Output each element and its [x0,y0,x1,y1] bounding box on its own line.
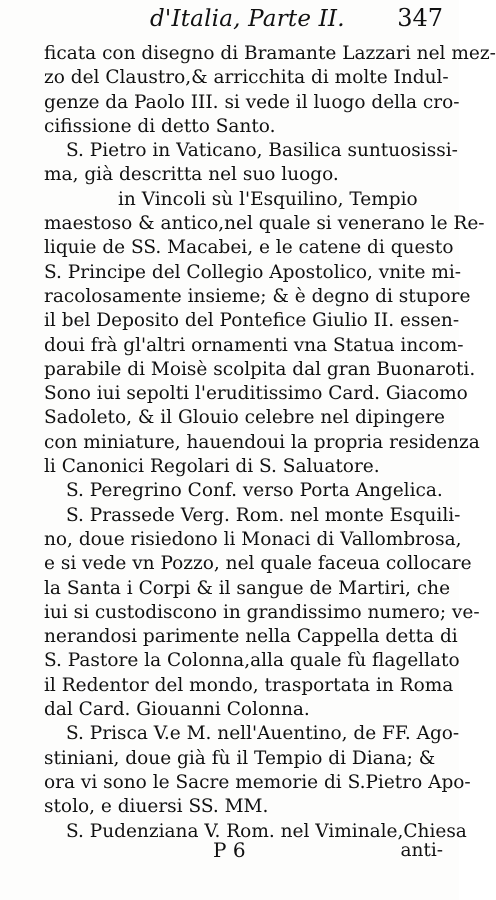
text-line: la Santa i Corpi & il sangue de Martiri, che [44,577,451,599]
running-head: d'Italia, Parte II. [150,6,345,32]
text-line: S. Pastore la Colonna,alla quale fù flagellato [44,650,460,672]
text-line: no, doue risiedono li Monaci di Vallombrosa, [44,528,462,550]
text-line: ficata con disegno di Bramante Lazzari nel mez- [44,43,496,64]
text-line: liquie de SS. Macabei, e le catene di questo [44,237,454,259]
text-line: il Redentor del mondo, trasportata in Roma [44,674,454,696]
text-line: S. Pudenziana V. Rom. nel Viminale,Chiesa [66,820,467,842]
text-line: racolosamente insieme; & è degno di stupore [44,285,471,307]
text-line: ma, già descritta nel suo luogo. [44,164,339,186]
text-line: genze da Paolo III. si vede il luogo della cro- [44,91,460,113]
text-line: stiniani, doue già fù il Tempio di Diana; & [44,747,436,769]
text-line: S. Prisca V.e M. nell'Auentino, de FF. Ago- [66,723,460,745]
text-line: parabile di Moisè scolpita dal gran Buonaroti. [44,358,476,380]
text-line: stolo, e diuersi SS. MM. [44,796,269,818]
text-line: S. Pietro in Vaticano, Basilica suntuosissi- [66,140,458,162]
text-line: maestoso & antico,nel quale si venerano le Re- [44,213,485,235]
catchword: anti- [400,840,443,861]
signature-mark: P 6 [213,838,246,862]
text-line: in Vincoli sù l'Esquilino, Tempio [118,188,418,210]
text-line: S. Peregrino Conf. verso Porta Angelica. [66,480,443,502]
text-line: cifissione di detto Santo. [44,115,276,137]
text-line: dal Card. Giouanni Colonna. [44,699,310,721]
text-line: Sono iui sepolti l'eruditissimo Card. Giacomo [44,383,468,405]
text-line: S. Principe del Collegio Apostolico, vnite mi- [44,261,462,283]
page-number: 347 [397,4,443,32]
text-line: ora vi sono le Sacre memorie di S.Pietro Apo- [44,771,471,793]
body-text [44,42,496,844]
text-line: li Canonici Regolari di S. Saluatore. [44,456,380,478]
text-line: doui frà gl'altri ornamenti vna Statua incom- [44,334,464,356]
text-line: il bel Deposito del Pontefice Giulio II. essen- [44,310,460,332]
text-line: Sadoleto, & il Glouio celebre nel dipingere [44,407,445,429]
page-header [0,4,459,38]
page-footer [0,838,459,868]
text-line: con miniature, hauendoui la propria residenza [44,431,480,453]
text-line: iui si custodiscono in grandissimo numero; ve- [44,601,480,623]
text-line: S. Prassede Verg. Rom. nel monte Esquili- [66,504,461,526]
text-line: e si vede vn Pozzo, nel quale faceua collocare [44,553,472,575]
text-line: zo del Claustro,& arricchita di molte Indul- [44,67,449,89]
text-line: nerandosi parimente nella Cappella detta di [44,626,458,648]
